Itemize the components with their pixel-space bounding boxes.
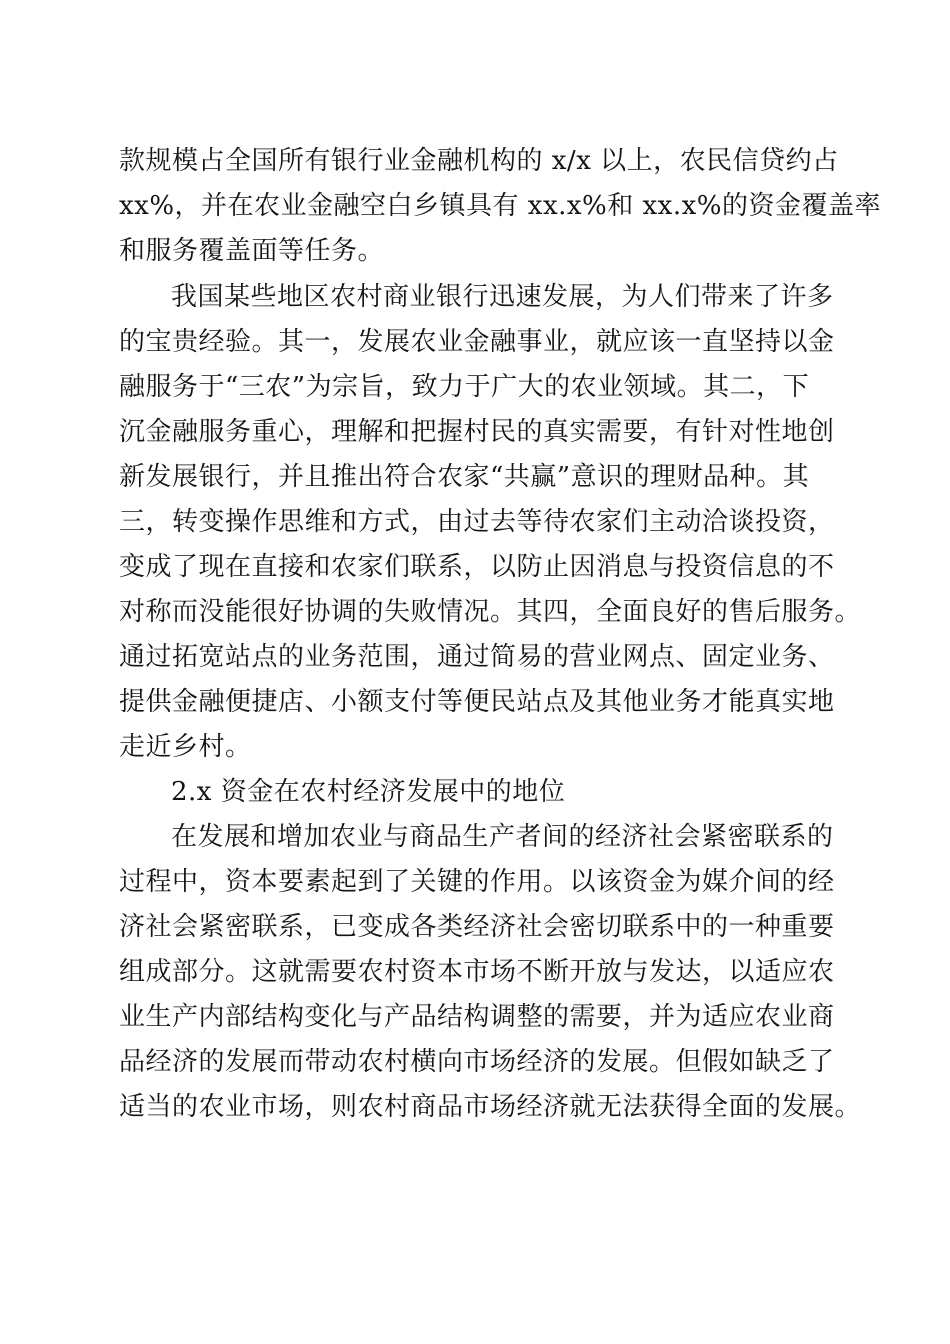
text-line: 济社会紧密联系，已变成各类经济社会密切联系中的一种重要	[119, 912, 835, 942]
text-line: 适当的农业市场，则农村商品市场经济就无法获得全面的发展。	[119, 1092, 862, 1122]
paragraph-start-line: 我国某些地区农村商业银行迅速发展，为人们带来了许多	[171, 282, 834, 312]
text-line: 过程中，资本要素起到了关键的作用。以该资金为媒介间的经	[119, 867, 835, 897]
text-line: 提供金融便捷店、小额支付等便民站点及其他业务才能真实地	[119, 687, 835, 717]
text-line: 变成了现在直接和农家们联系，以防止因消息与投资信息的不	[119, 552, 835, 582]
text-line: xx%，并在农业金融空白乡镇具有 xx.x%和 xx.x%的资金覆盖率	[119, 191, 881, 221]
text-line: 走近乡村。	[119, 732, 252, 762]
text-line: 品经济的发展而带动农村横向市场经济的发展。但假如缺乏了	[119, 1047, 835, 1077]
text-line: 组成部分。这就需要农村资本市场不断开放与发达，以适应农	[119, 957, 835, 987]
text-line: 对称而没能很好协调的失败情况。其四，全面良好的售后服务。	[119, 597, 862, 627]
paragraph-start-line: 在发展和增加农业与商品生产者间的经济社会紧密联系的	[171, 822, 834, 852]
text-line: 业生产内部结构变化与产品结构调整的需要，并为适应农业商	[119, 1002, 835, 1032]
text-line: 的宝贵经验。其一，发展农业金融事业，就应该一直坚持以金	[119, 327, 835, 357]
section-heading: 2.x 资金在农村经济发展中的地位	[171, 777, 566, 807]
text-line: 和服务覆盖面等任务。	[119, 236, 385, 266]
text-line: 通过拓宽站点的业务范围，通过简易的营业网点、固定业务、	[119, 642, 835, 672]
text-line: 款规模占全国所有银行业金融机构的 x/x 以上，农民信贷约占	[119, 146, 839, 176]
text-line: 新发展银行，并且推出符合农家“共赢”意识的理财品种。其	[119, 462, 810, 492]
text-line: 沉金融服务重心，理解和把握村民的真实需要，有针对性地创	[119, 417, 835, 447]
text-line: 融服务于“三农”为宗旨，致力于广大的农业领域。其二，下	[119, 372, 810, 402]
text-line: 三，转变操作思维和方式，由过去等待农家们主动洽谈投资，	[119, 507, 835, 537]
